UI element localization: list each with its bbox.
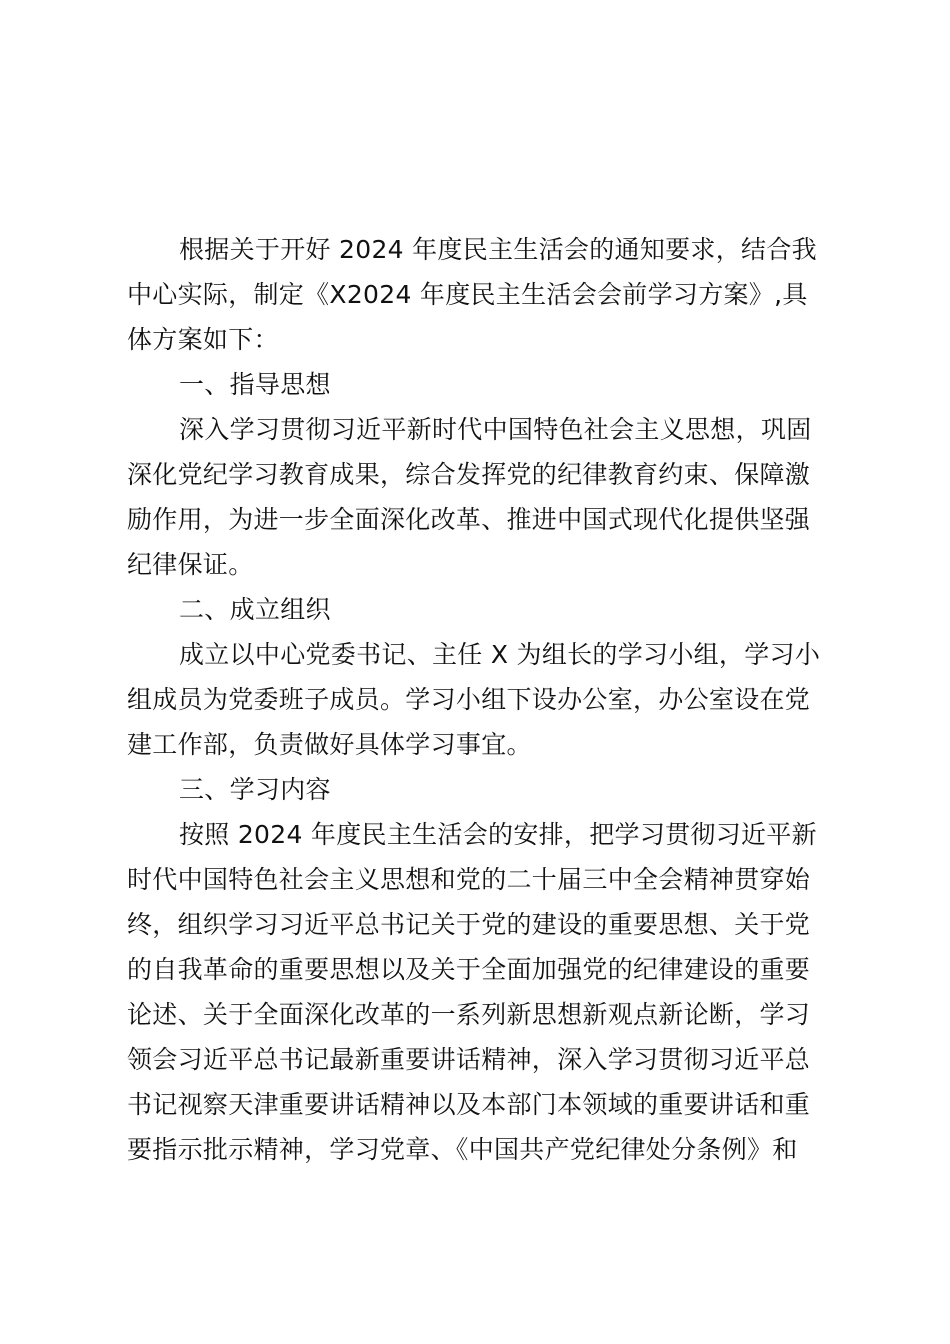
section-3-line-7: 书记视察天津重要讲话精神以及本部门本领域的重要讲话和重: [127, 1090, 811, 1119]
section-2-line-3: 建工作部，负责做好具体学习事宜。: [127, 730, 532, 759]
section-3-line-2: 时代中国特色社会主义思想和党的二十届三中全会精神贯穿始: [127, 865, 811, 894]
section-3-line-4: 的自我革命的重要思想以及关于全面加强党的纪律建设的重要: [127, 955, 811, 984]
intro-line-3: 体方案如下：: [127, 325, 279, 354]
section-heading-2: 二、成立组织: [179, 595, 331, 624]
section-1-line-3: 励作用，为进一步全面深化改革、推进中国式现代化提供坚强: [127, 505, 811, 534]
section-3-line-6: 领会习近平总书记最新重要讲话精神，深入学习贯彻习近平总: [127, 1045, 811, 1074]
section-3-line-1: 按照 2024 年度民主生活会的安排，把学习贯彻习近平新: [179, 820, 817, 849]
section-3-line-3: 终，组织学习习近平总书记关于党的建设的重要思想、关于党: [127, 910, 811, 939]
document-body: [127, 227, 821, 1172]
intro-line-1: 根据关于开好 2024 年度民主生活会的通知要求，结合我: [179, 235, 817, 264]
intro-line-2: 中心实际，制定《X2024 年度民主生活会会前学习方案》,具: [127, 280, 808, 309]
section-1-line-2: 深化党纪学习教育成果，综合发挥党的纪律教育约束、保障激: [127, 460, 811, 489]
section-1-line-1: 深入学习贯彻习近平新时代中国特色社会主义思想，巩固: [179, 415, 812, 444]
section-3-line-8: 要指示批示精神，学习党章、《中国共产党纪律处分条例》和: [127, 1135, 798, 1164]
section-heading-3: 三、学习内容: [179, 775, 331, 804]
section-3-line-5: 论述、关于全面深化改革的一系列新思想新观点新论断，学习: [127, 1000, 811, 1029]
section-2-line-1: 成立以中心党委书记、主任 X 为组长的学习小组，学习小: [179, 640, 821, 669]
section-1-line-4: 纪律保证。: [127, 550, 254, 579]
section-heading-1: 一、指导思想: [179, 370, 331, 399]
section-2-line-2: 组成员为党委班子成员。学习小组下设办公室，办公室设在党: [127, 685, 811, 714]
